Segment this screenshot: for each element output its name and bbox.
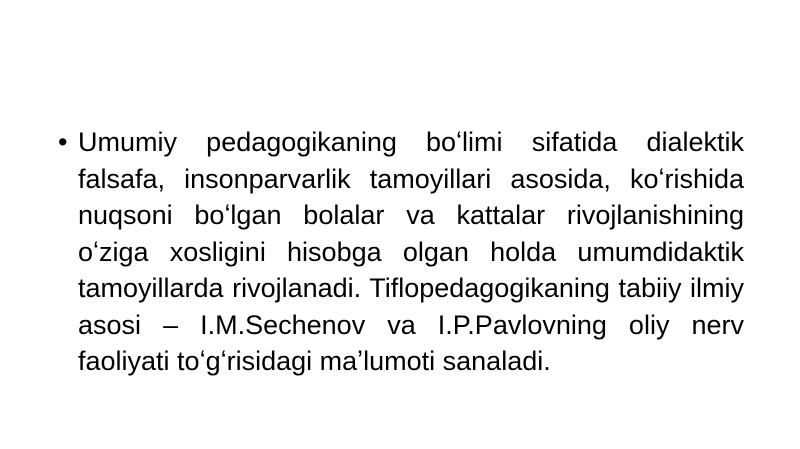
- bullet-text: Umumiy pedagogikaning boʻlimi sifatida dialektik falsafa, insonparvarlik tamoyillari asosida, koʻrishida nuqsoni boʻlgan bolalar va kattalar rivojlanishining oʻziga xosligini hisobga olgan holda umumdidaktik tamoyillarda rivojlanadi. Tiflopedagogikaning tabiiy ilmiy asosi – I.M.Sechenov va I.P.Pavlovning oliy nerv faoliyati toʻgʻrisidagi maʼlumoti sanaladi.: [78, 127, 744, 376]
- slide-content: [58, 124, 744, 380]
- bullet-icon: •: [58, 127, 68, 157]
- bullet-item: [58, 124, 744, 380]
